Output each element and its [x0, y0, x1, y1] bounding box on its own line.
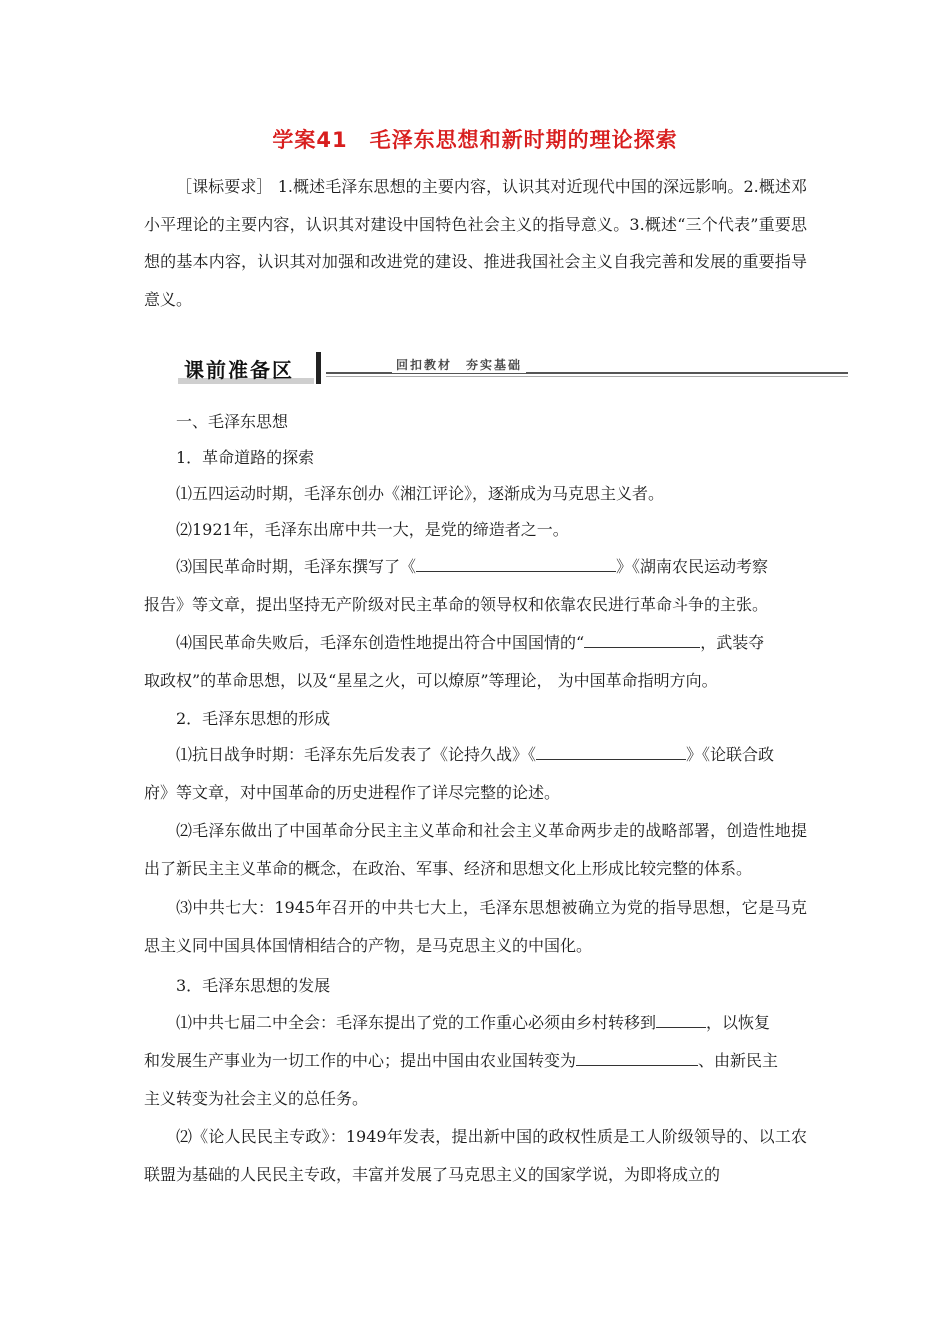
subheading-formation: 2．毛泽东思想的形成	[176, 709, 331, 728]
fill-in-blank[interactable]	[416, 557, 616, 572]
paragraph-3-line-2: 报告》等文章，提出坚持无产阶级对民主革命的领导权和依靠农民进行革命斗争的主张。	[144, 595, 769, 614]
paragraph-4-line-1	[176, 631, 808, 655]
fill-in-blank[interactable]	[656, 1013, 706, 1028]
paragraph-4-text-a: ⑷国民革命失败后，毛泽东创造性地提出符合中国国情的“	[176, 633, 585, 652]
paragraph-4-text-b: ，武装夺	[700, 633, 765, 652]
paragraph-5-line-1	[176, 743, 808, 767]
section-header	[176, 352, 848, 386]
paragraph-5-line-2: 府》等文章，对中国革命的历史进程作了详尽完整的论述。	[144, 783, 561, 802]
paragraph-8-text-c: 和发展生产事业为一切工作的中心；提出中国由农业国转变为	[144, 1051, 577, 1070]
paragraph-8-line-3: 主义转变为社会主义的总任务。	[144, 1089, 369, 1108]
fill-in-blank[interactable]	[584, 633, 700, 648]
section-title: 课前准备区	[184, 358, 294, 382]
page-title: 学案41 毛泽东思想和新时期的理论探索	[272, 128, 678, 152]
paragraph-7: ⑶中共七大：1945年召开的中共七大上，毛泽东思想被确立为党的指导思想，它是马克思主义同中国具体国情相结合的产物，是马克思主义的中国化。	[144, 898, 807, 955]
paragraph-2: ⑵1921年，毛泽东出席中共一大，是党的缔造者之一。	[176, 520, 569, 539]
subheading-development: 3．毛泽东思想的发展	[176, 976, 331, 995]
paragraph-4-line-2: 取政权”的革命思想，以及“星星之火，可以燎原”等理论， 为中国革命指明方向。	[144, 671, 718, 690]
paragraph-8-line-2	[144, 1049, 779, 1073]
paragraph-3-text-a: ⑶国民革命时期，毛泽东撰写了《	[176, 557, 417, 576]
paragraph-5-text-b: 》《论联合政	[686, 745, 775, 764]
fill-in-blank[interactable]	[536, 745, 686, 760]
fill-in-blank[interactable]	[576, 1051, 698, 1066]
paragraph-9: ⑵《论人民民主专政》：1949年发表，提出新中国的政权性质是工人阶级领导的、以工农联盟为基础的人民民主专政，丰富并发展了马克思主义的国家学说，为即将成立的	[144, 1127, 807, 1184]
paragraph-8-text-b: ，以恢复	[706, 1013, 771, 1032]
paragraph-1: ⑴五四运动时期，毛泽东创办《湘江评论》，逐渐成为马克思主义者。	[176, 484, 665, 503]
subheading-revolution-path: 1．革命道路的探索	[176, 448, 315, 467]
section-subtitle: 回扣教材 夯实基础	[392, 356, 526, 373]
section-rule-thin	[326, 376, 848, 377]
paragraph-3-text-b: 》《湖南农民运动考察	[616, 557, 769, 576]
section-divider	[316, 352, 321, 384]
paragraph-5-text-a: ⑴抗日战争时期：毛泽东先后发表了《论持久战》《	[176, 745, 537, 764]
paragraph-8-line-1	[176, 1011, 808, 1035]
curriculum-requirements: ［课标要求］ 1.概述毛泽东思想的主要内容，认识其对近现代中国的深远影响。2.概述邓小平理论的主要内容，认识其对建设中国特色社会主义的指导意义。3.概述“三个代表”重要思想的基本内容，认识其对加强和改进党的建设、推进我国社会主义自我完善和发展的重要指导意义。	[144, 177, 807, 309]
paragraph-8-text-a: ⑴中共七届二中全会：毛泽东提出了党的工作重心必须由乡村转移到	[176, 1013, 657, 1032]
paragraph-3-line-1	[176, 555, 808, 579]
paragraph-6: ⑵毛泽东做出了中国革命分民主主义革命和社会主义革命两步走的战略部署，创造性地提出了新民主主义革命的概念，在政治、军事、经济和思想文化上形成比较完整的体系。	[144, 821, 807, 878]
paragraph-8-text-d: 、由新民主	[698, 1051, 779, 1070]
heading-mao-thought: 一、毛泽东思想	[176, 412, 289, 431]
